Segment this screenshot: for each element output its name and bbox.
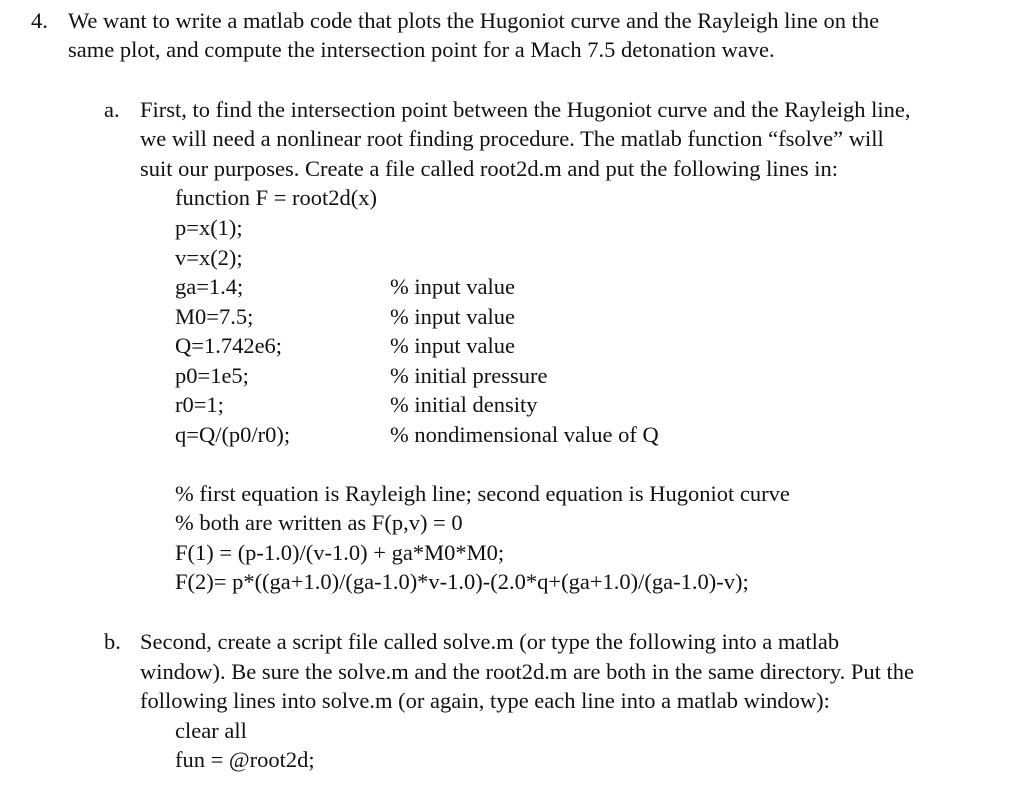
code-line: fun = @root2d; (175, 747, 315, 772)
part-b-text-line: window). Be sure the solve.m and the root2d.m are both in the same directory. Put the (140, 659, 914, 684)
problem-text-line: We want to write a matlab code that plots the Hugoniot curve and the Rayleigh line on the (68, 8, 880, 33)
code-comment: % input value (390, 274, 515, 299)
part-a-text-line: suit our purposes. Create a file called root2d.m and put the following lines in: (140, 156, 838, 181)
code-line: function F = root2d(x) (175, 185, 378, 210)
code-line: % first equation is Rayleigh line; second equation is Hugoniot curve (175, 481, 790, 506)
code-line: clear all (175, 718, 247, 743)
code-line: Q=1.742e6; (175, 333, 283, 358)
code-line: F(1) = (p-1.0)/(v-1.0) + ga*M0*M0; (175, 540, 505, 565)
problem-text-line: same plot, and compute the intersection point for a Mach 7.5 detonation wave. (68, 37, 775, 62)
code-line: r0=1; (175, 392, 224, 417)
code-line: q=Q/(p0/r0); (175, 422, 291, 447)
part-a-text-line: First, to find the intersection point between the Hugoniot curve and the Rayleigh line, (140, 97, 911, 122)
part-b-text-line: Second, create a script file called solve.m (or type the following into a matlab (140, 629, 840, 654)
code-comment: % nondimensional value of Q (390, 422, 659, 447)
code-line: v=x(2); (175, 245, 243, 270)
code-comment: % initial density (390, 392, 538, 417)
code-line: M0=7.5; (175, 304, 254, 329)
code-comment: % input value (390, 304, 515, 329)
code-line: p0=1e5; (175, 363, 249, 388)
code-line: % both are written as F(p,v) = 0 (175, 510, 463, 535)
part-b-text-line: following lines into solve.m (or again, type each line into a matlab window): (140, 688, 830, 713)
code-comment: % initial pressure (390, 363, 548, 388)
code-line: p=x(1); (175, 215, 243, 240)
part-a-label: a. (104, 97, 120, 122)
part-a-text-line: we will need a nonlinear root finding procedure. The matlab function “fsolve” will (140, 126, 884, 151)
part-b-label: b. (104, 629, 121, 654)
code-line: F(2)= p*((ga+1.0)/(ga-1.0)*v-1.0)-(2.0*q+(ga+1.0)/(ga-1.0)-v); (175, 569, 749, 594)
problem-number: 4. (31, 8, 48, 33)
code-line: ga=1.4; (175, 274, 244, 299)
code-comment: % input value (390, 333, 515, 358)
